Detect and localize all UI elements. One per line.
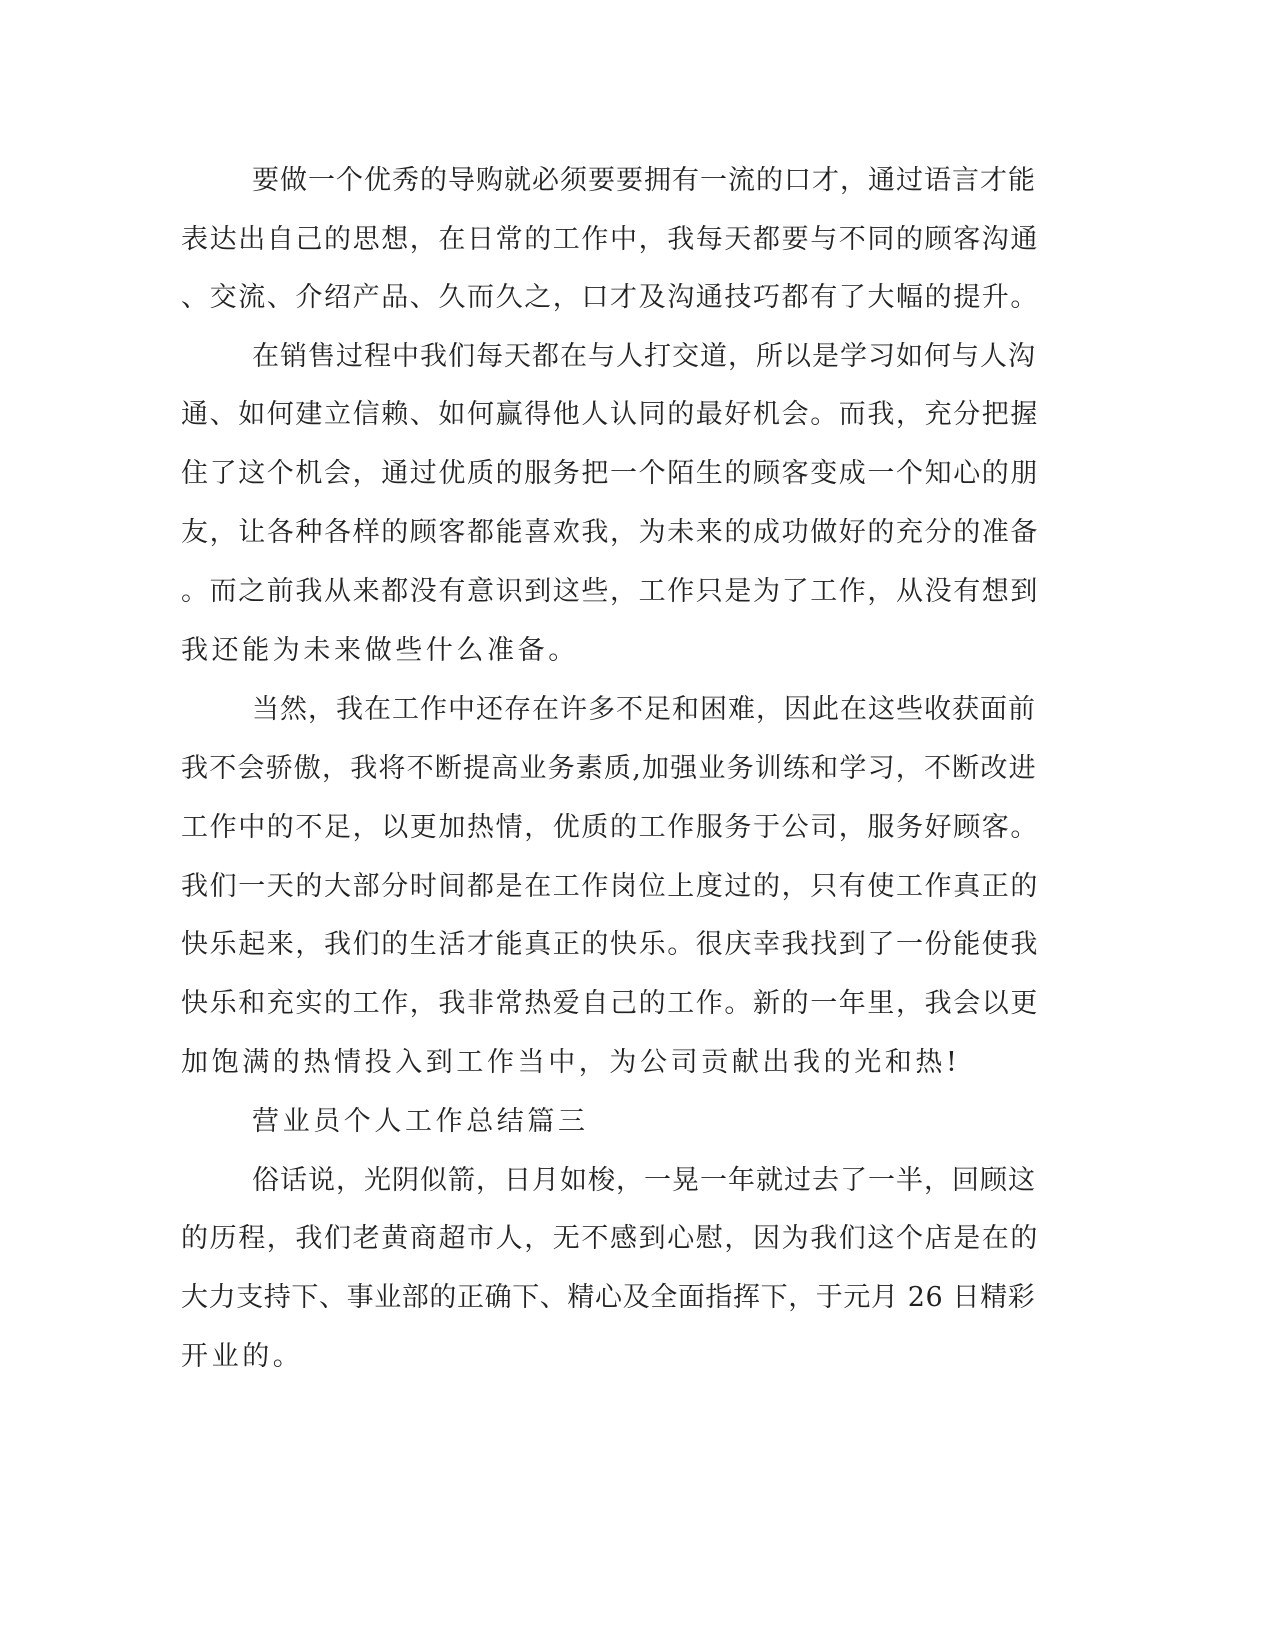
paragraph-line: 开业的。 — [181, 1341, 304, 1372]
paragraph-line: 表达出自己的思想，在日常的工作中，我每天都要与不同的顾客沟通 — [181, 224, 1039, 255]
paragraph-line: 在销售过程中我们每天都在与人打交道，所以是学习如何与人沟 — [252, 341, 1036, 372]
paragraph-line: 快乐和充实的工作，我非常热爱自己的工作。新的一年里，我会以更 — [181, 988, 1039, 1019]
paragraph-line: 当然，我在工作中还存在许多不足和困难，因此在这些收获面前 — [252, 694, 1036, 725]
paragraph-line: 、交流、介绍产品、久而久之，口才及沟通技巧都有了大幅的提升。 — [181, 282, 1039, 313]
paragraph-line: 我们一天的大部分时间都是在工作岗位上度过的，只有使工作真正的 — [181, 871, 1039, 902]
paragraph-line: 要做一个优秀的导购就必须要要拥有一流的口才，通过语言才能 — [252, 165, 1036, 196]
paragraph-line: 住了这个机会，通过优质的服务把一个陌生的顾客变成一个知心的朋 — [181, 458, 1039, 489]
paragraph-line: 友，让各种各样的顾客都能喜欢我，为未来的成功做好的充分的准备 — [181, 517, 1039, 548]
paragraph-line: 我不会骄傲，我将不断提高业务素质,加强业务训练和学习，不断改进 — [181, 753, 1037, 784]
paragraph-line: 通、如何建立信赖、如何赢得他人认同的最好机会。而我，充分把握 — [181, 399, 1039, 430]
paragraph-line: 俗话说，光阴似箭，日月如梭，一晃一年就过去了一半，回顾这 — [252, 1165, 1036, 1196]
paragraph-line: 加饱满的热情投入到工作当中，为公司贡献出我的光和热! — [181, 1047, 961, 1078]
paragraph-line: 。而之前我从来都没有意识到这些，工作只是为了工作，从没有想到 — [181, 576, 1039, 607]
section-heading: 营业员个人工作总结篇三 — [252, 1106, 589, 1137]
paragraph-line: 大力支持下、事业部的正确下、精心及全面指挥下，于元月 26 日精彩 — [181, 1282, 1036, 1313]
paragraph-line: 我还能为未来做些什么准备。 — [181, 635, 579, 666]
paragraph-line: 工作中的不足，以更加热情，优质的工作服务于公司，服务好顾客。 — [181, 812, 1039, 843]
paragraph-line: 快乐起来，我们的生活才能真正的快乐。很庆幸我找到了一份能使我 — [181, 929, 1039, 960]
paragraph-line: 的历程，我们老黄商超市人，无不感到心慰，因为我们这个店是在的 — [181, 1223, 1039, 1254]
